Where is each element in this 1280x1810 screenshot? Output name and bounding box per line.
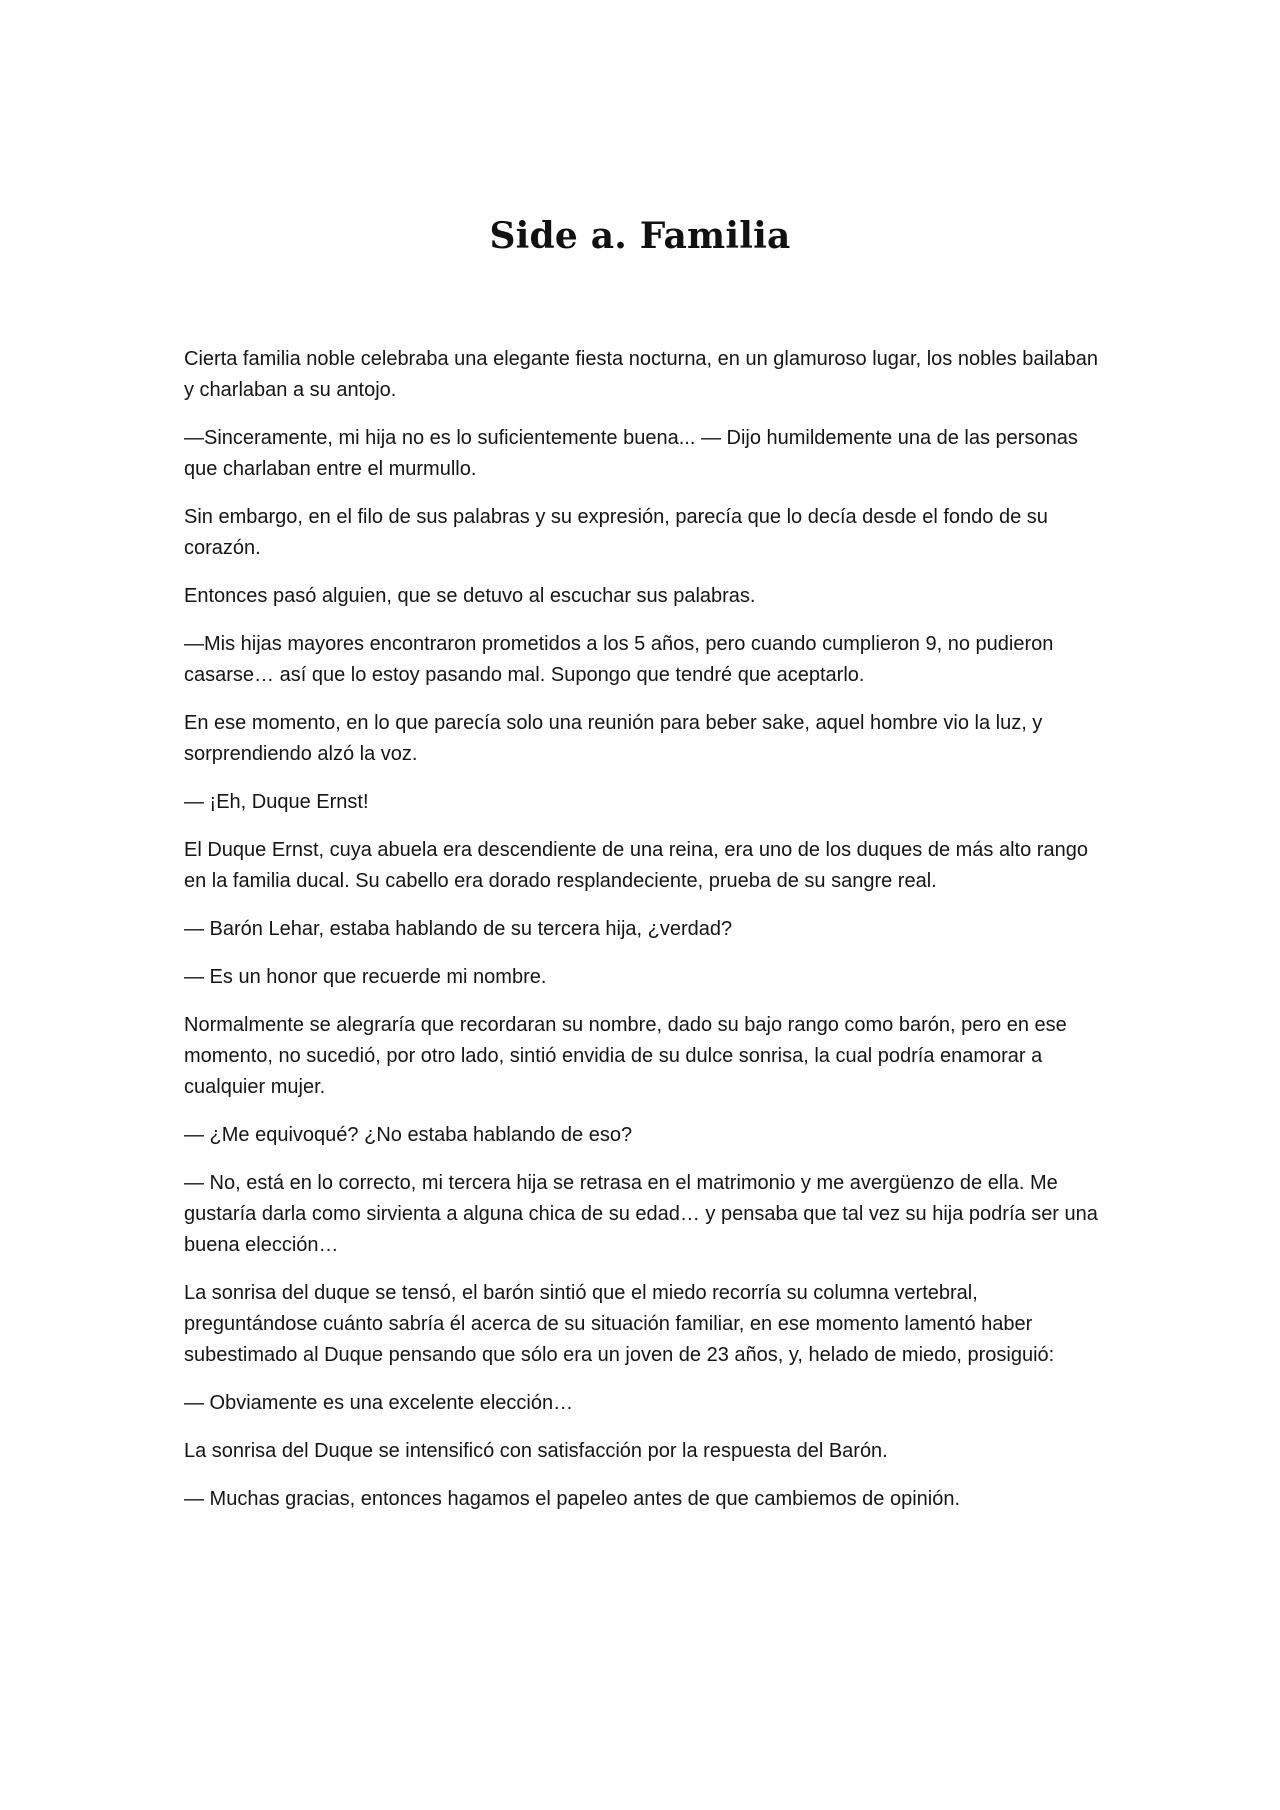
- paragraph: La sonrisa del duque se tensó, el barón sintió que el miedo recorría su columna vertebral, preguntándose cuánto sabría él acerca de su situación familiar, en ese momento lamentó haber subestimado al Duque pensando que sólo era un joven de 23 años, y, helado de miedo, prosiguió:: [184, 1282, 1055, 1366]
- paragraph: — ¡Eh, Duque Ernst!: [184, 791, 369, 813]
- paragraph: — Barón Lehar, estaba hablando de su tercera hija, ¿verdad?: [184, 918, 733, 940]
- paragraph: —Sinceramente, mi hija no es lo suficientemente buena... — Dijo humildemente una de las personas que charlaban entre el murmullo.: [184, 427, 1078, 480]
- paragraph: — Muchas gracias, entonces hagamos el papeleo antes de que cambiemos de opinión.: [184, 1488, 961, 1510]
- paragraph: Sin embargo, en el filo de sus palabras y su expresión, parecía que lo decía desde el fondo de su corazón.: [184, 506, 1048, 559]
- paragraph: — No, está en lo correcto, mi tercera hija se retrasa en el matrimonio y me avergüenzo de ella. Me gustaría darla como sirvienta a alguna chica de su edad… y pensaba que tal vez su hija podría ser una buena elección…: [184, 1172, 1098, 1256]
- paragraph: —Mis hijas mayores encontraron prometidos a los 5 años, pero cuando cumplieron 9, no pudieron casarse… así que lo estoy pasando mal. Supongo que tendré que aceptarlo.: [184, 633, 1054, 686]
- paragraph: La sonrisa del Duque se intensificó con satisfacción por la respuesta del Barón.: [184, 1440, 888, 1462]
- paragraph: — Obviamente es una excelente elección…: [184, 1392, 574, 1414]
- paragraph: En ese momento, en lo que parecía solo una reunión para beber sake, aquel hombre vio la luz, y sorprendiendo alzó la voz.: [184, 712, 1043, 765]
- paragraph: — ¿Me equivoqué? ¿No estaba hablando de eso?: [184, 1124, 633, 1146]
- paragraph: Entonces pasó alguien, que se detuvo al escuchar sus palabras.: [184, 585, 756, 607]
- paragraph: Normalmente se alegraría que recordaran su nombre, dado su bajo rango como barón, pero en ese momento, no sucedió, por otro lado, sintió envidia de su dulce sonrisa, la cual podría enamorar a cualquier mujer.: [184, 1014, 1067, 1098]
- paragraph: El Duque Ernst, cuya abuela era descendiente de una reina, era uno de los duques de más alto rango en la familia ducal. Su cabello era dorado resplandeciente, prueba de su sangre real.: [184, 839, 1088, 892]
- page-title: Side a. Familia: [489, 215, 791, 257]
- paragraph: Cierta familia noble celebraba una elegante fiesta nocturna, en un glamuroso lugar, los nobles bailaban y charlaban a su antojo.: [184, 348, 1098, 401]
- document-body: [184, 344, 1104, 1532]
- paragraph: — Es un honor que recuerde mi nombre.: [184, 966, 547, 988]
